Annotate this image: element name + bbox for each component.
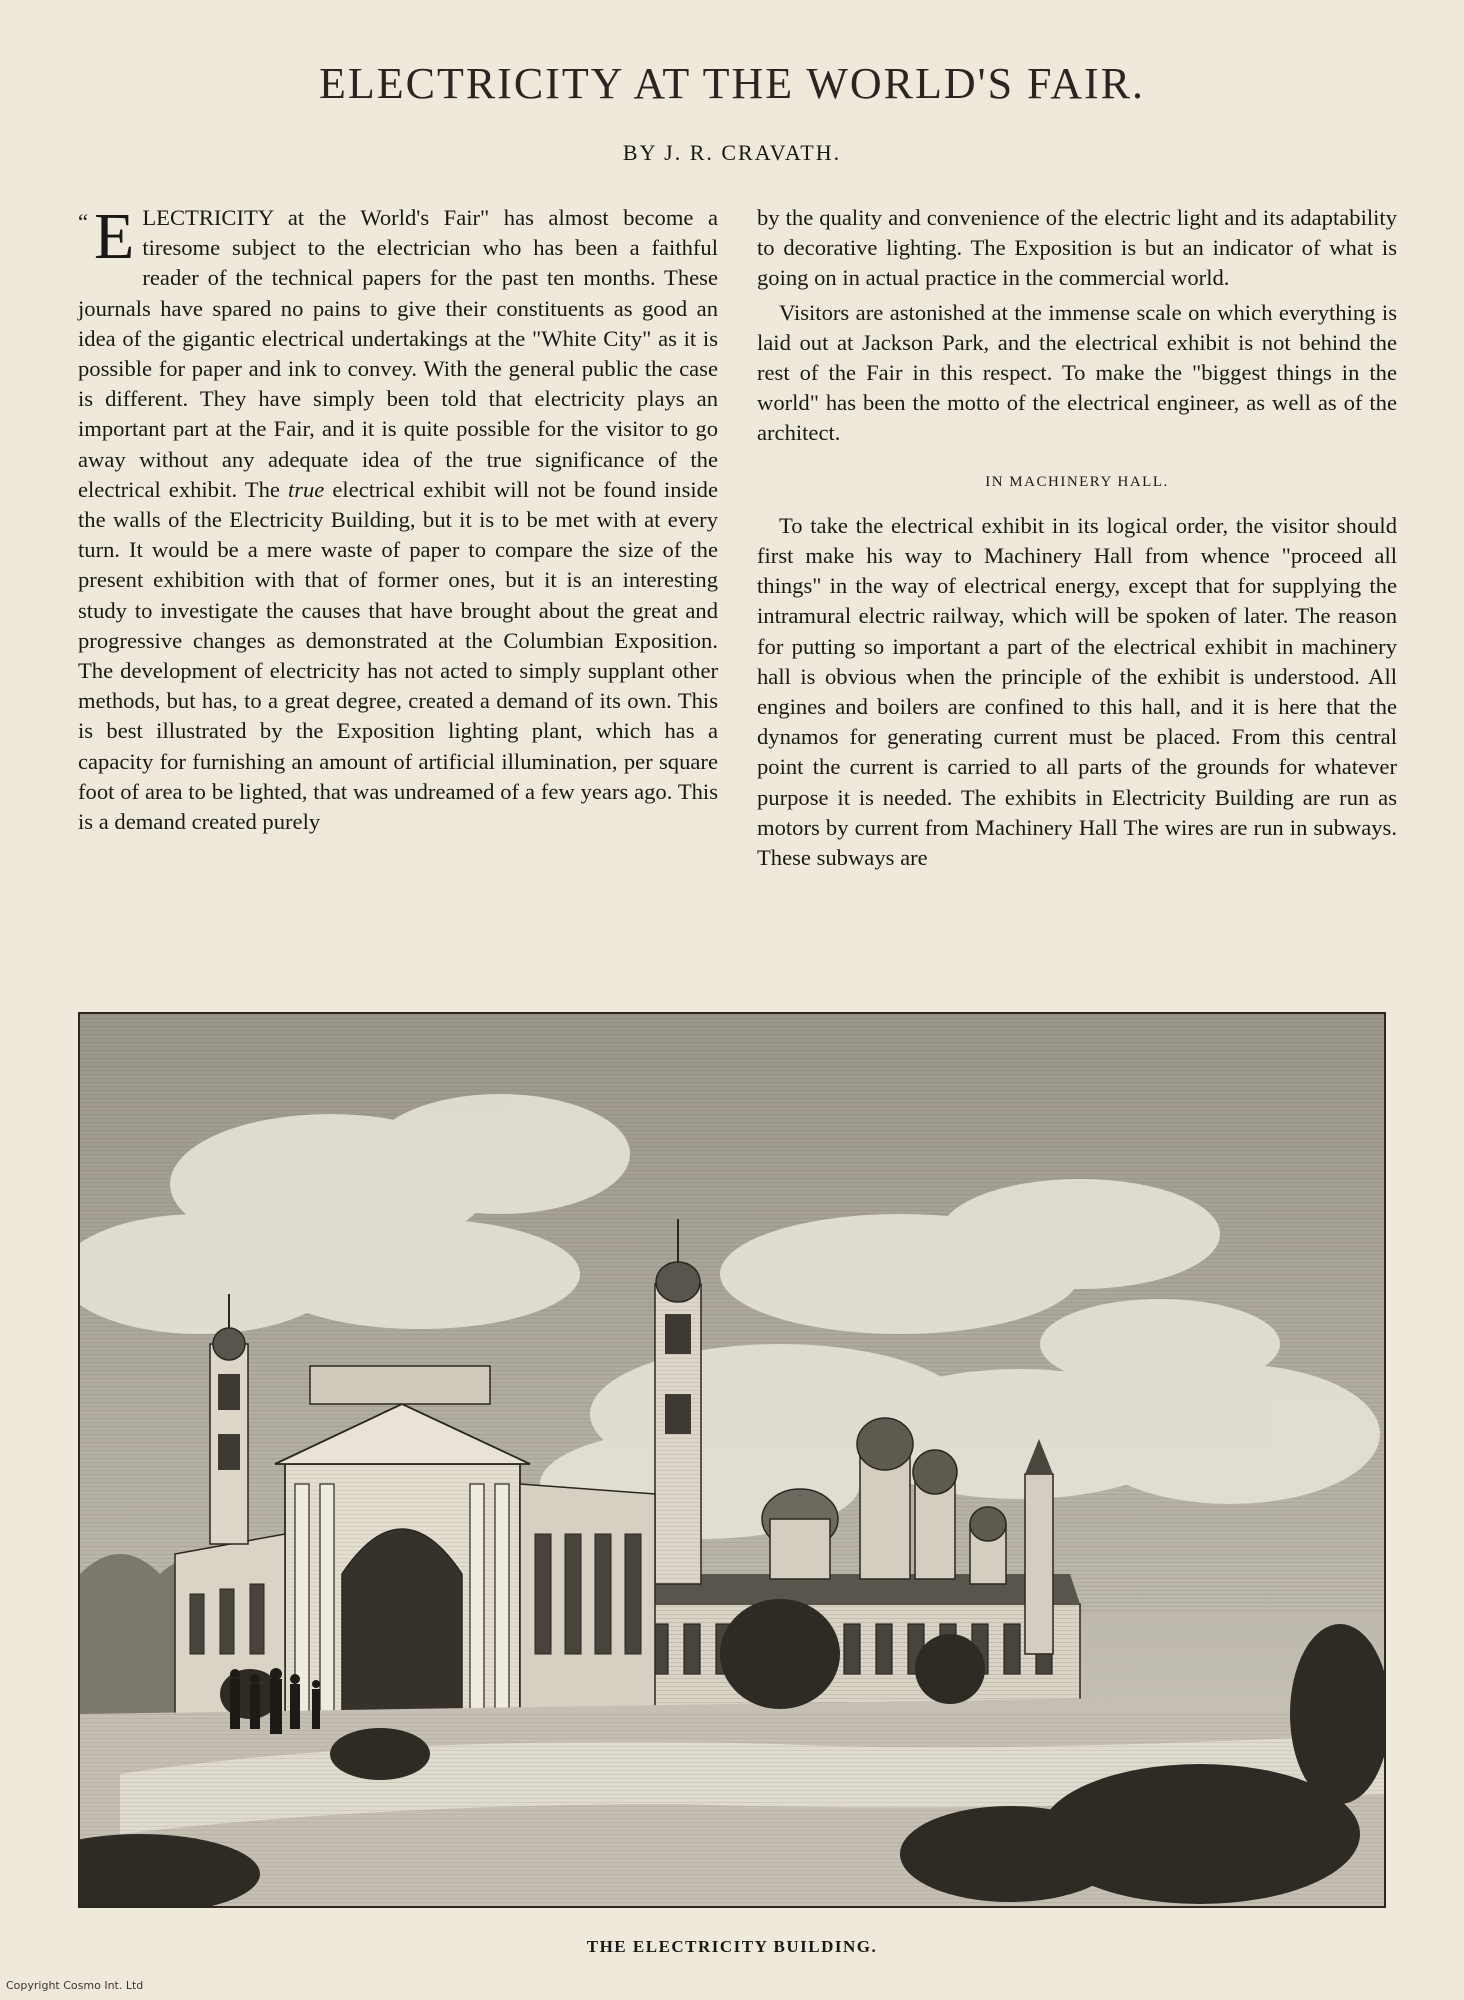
left-column [78, 200, 718, 837]
right-column [757, 203, 1397, 873]
paragraph: To take the electrical exhibit in its logical order, the visitor should first make his way to Machinery Hall from whence "proceed all things" in the way of electrical energy, except that for supplying the intramural electric railway, which will be spoken of later. The reason for putting so important a part of the electrical exhibit in machinery hall is obvious when the principle of the exhibit is understood. All engines and boilers are confined to this hall, and it is here that the dynamos for generating current must be placed. From this central point the current is carried to all parts of the grounds for whatever purpose it is needed. The exhibits in Electricity Building are run as motors by current from Machinery Hall The wires are run in subways. These subways are [757, 512, 1397, 871]
italic-word: true [287, 476, 325, 502]
figure-caption: THE ELECTRICITY BUILDING. [586, 1937, 878, 1956]
paragraph-text: LECTRICITY at the World's Fair" has almost become a tiresome subject to the electrician who has been a faithful reader of the technical papers for the past ten months. These journals have spared no pains to give their constituents as good an idea of the gigantic electrical undertakings at the "White City" as it is possible for paper and ink to convey. With the general public the case is different. They have simply been told that electricity plays an important part at the Fair, and it is quite possible for the visitor to go away without any adequate idea of the true significance of the electrical exhibit. The [78, 205, 718, 502]
paragraph [78, 200, 718, 837]
article-title: ELECTRICITY AT THE WORLD'S FAIR. [318, 59, 1146, 108]
drop-cap: E [94, 200, 135, 273]
article-byline: BY J. R. CRAVATH. [622, 140, 842, 165]
open-quote: “ [78, 209, 89, 234]
paragraph: by the quality and convenience of the electric light and its adaptability to decorative lighting. The Exposition is but an indicator of what is going on in actual practice in the commercial world. [757, 205, 1397, 291]
paragraph: Visitors are astonished at the immense scale on which everything is laid out at Jackson Park, and the electrical exhibit is not behind the rest of the Fair in this respect. To make the "biggest things in the world" has been the motto of the electrical engineer, as well as of the architect. [757, 299, 1397, 446]
copyright-notice: Copyright Cosmo Int. Ltd [6, 1979, 144, 1992]
section-heading: IN MACHINERY HALL. [985, 473, 1169, 490]
electricity-building-engraving [78, 1012, 1386, 1908]
engraving-drawing [80, 1014, 1384, 1906]
paragraph-text: electrical exhibit will not be found inside the walls of the Electricity Building, but it is to be met with at every turn. It would be a mere waste of paper to compare the size of the present exhibition with that of former ones, but it is an interesting study to investigate the causes that have brought about the great and progressive changes as demonstrated at the Columbian Exposition. The development of electricity has not acted to simply supplant other methods, but has, to a great degree, created a demand of its own. This is best illustrated by the Exposition lighting plant, which has a capacity for furnishing an amount of artificial illumination, per square foot of area to be lighted, that was undreamed of a few years ago. This is a demand created purely [78, 476, 718, 835]
